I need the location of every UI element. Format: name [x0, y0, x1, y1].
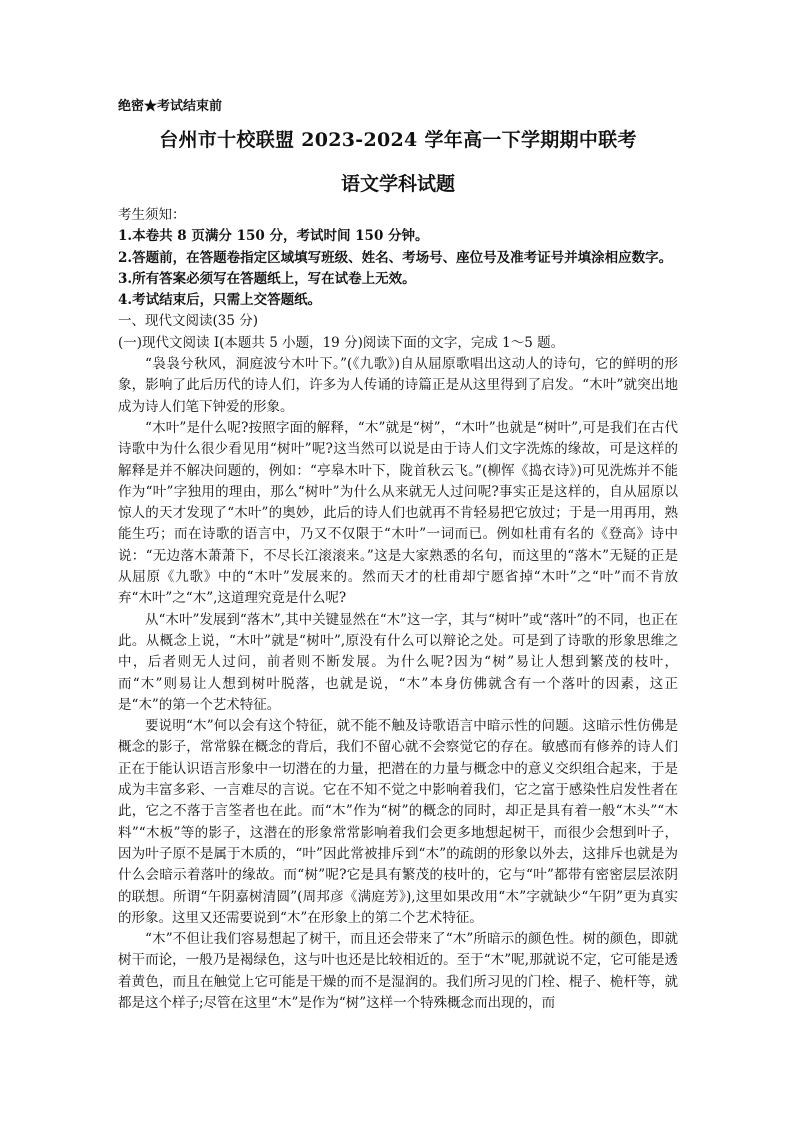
section-heading: 一、现代文阅读(35 分): [118, 313, 259, 330]
notice-item-3: 3.所有答案必须写在答题纸上，写在试卷上无效。: [118, 270, 416, 287]
passage-paragraph-4: 要说明“木”何以会有这个特征，就不能不触及诗歌语言中暗示性的问题。这暗示性仿佛是概念的影子，常常躲在概念的背后，我们不留心就不会察觉它的存在。敏感而有修养的诗人们正在于能认识语言形象中一切潜在的力量，把潜在的力量与概念中的意义交织组合起来，于是成为丰富多彩、一言难尽的言说。它在不知不觉之中影响着我们，它之富于感染性启发性者在此，它之不落于言筌者也在此。而“木”作为“树”的概念的同时，却正是具有着一般“木头”“木料”“木板”等的影子，这潜在的形象常常影响着我们会更多地想起树干，而很少会想到叶子，因为叶子原不是属于木质的，“叶”因此常被排斥到“木”的疏朗的形象以外去，这排斥也就是为什么会暗示着落叶的缘故。而“树”呢?它是具有繁茂的枝叶的，它与“叶”都带有密密层层浓阴的联想。所谓“午阴嘉树清圆”(周邦彦《满庭芳》),这里如果改用“木”字就缺少“午阴”更为真实的形象。这里又还需要说到“木”在形象上的第二个艺术特征。: [118, 718, 678, 926]
notice-item-4: 4.考试结束后，只需上交答题纸。: [118, 292, 322, 309]
passage-paragraph-5: “木”不但让我们容易想起了树干，而且还会带来了“木”所暗示的颜色性。树的颜色，即就树干而论，一般乃是褐绿色，这与叶也还是比较相近的。至于“木”呢,那就说不定，它可能是透着黄色，而且在触觉上它可能是干燥的而不是湿润的。我们所习见的门栓、棍子、桅杆等，就都是这个样子;尽管在这里“木”是作为“树”这样一个特殊概念而出现的，而: [118, 931, 678, 1011]
passage-paragraph-2: “木叶”是什么呢?按照字面的解释，“木”就是“树”，“木叶”也就是“树叶”,可是我们在古代诗歌中为什么很少看见用“树叶”呢?这当然可以说是由于诗人们文字洗炼的缘故，可是这样的解释是并不解决问题的，例如：“亭皋木叶下，陇首秋云飞。”(柳恽《捣衣诗》)可见洗炼并不能作为“叶”字独用的理由，那么“树叶”为什么从来就无人过问呢?事实正是这样的，自从屈原以惊人的天才发现了“木叶”的奥妙，此后的诗人们也就再不肯轻易把它放过；于是一用再用，熟能生巧；而在诗歌的语言中，乃又不仅限于“木叶”一词而已。例如杜甫有名的《登高》诗中说：“无边落木萧萧下，不尽长江滚滚来。”这是大家熟悉的名句，而这里的“落木”无疑的正是从屈原《九歌》中的“木叶”发展来的。然而天才的杜甫却宁愿省掉“木叶”之“叶”而不肯放弃“木叶”之“木”,这道理究竟是什么呢?: [118, 419, 678, 607]
passage-paragraph-1: “袅袅兮秋风，洞庭波兮木叶下。”(《九歌》)自从屈原歌唱出这动人的诗句，它的鲜明的形象，影响了此后历代的诗人们，许多为人传诵的诗篇正是从这里得到了启发。“木叶”就突出地成为诗人们笔下钟爱的形象。: [118, 356, 678, 415]
passage-paragraph-3: 从“木叶”发展到“落木”,其中关键显然在“木”这一字，其与“树叶”或“落叶”的不同，也正在此。从概念上说，“木叶”就是“树叶”,原没有什么可以辩论之处。可是到了诗歌的形象思维之中，后者则无人过问，前者则不断发展。为什么呢?因为“树”易让人想到繁茂的枝叶，而“木”则易让人想到树叶脱落，也就是说，“木”本身仿佛就含有一个落叶的因素，这正是“木”的第一个艺术特征。: [118, 611, 678, 713]
section-sub-heading: (一)现代文阅读 I(本题共 5 小题，19 分)阅读下面的文字，完成 1～5 题。: [118, 334, 565, 351]
exam-title: 台州市十校联盟 2023-2024 学年高一下学期期中联考: [159, 129, 637, 151]
exam-subtitle: 语文学科试题: [340, 173, 455, 195]
notice-heading: 考生须知：: [118, 207, 186, 223]
notice-item-1: 1.本卷共 8 页满分 150 分，考试时间 150 分钟。: [118, 228, 429, 245]
exam-notice: [118, 205, 678, 311]
confidential-label: 绝密★考试结束前: [118, 99, 223, 114]
notice-item-2: 2.答题前，在答题卷指定区域填写班级、姓名、考场号、座位号及准考证号并填涂相应数字。: [118, 249, 673, 266]
exam-page: [118, 96, 678, 1014]
